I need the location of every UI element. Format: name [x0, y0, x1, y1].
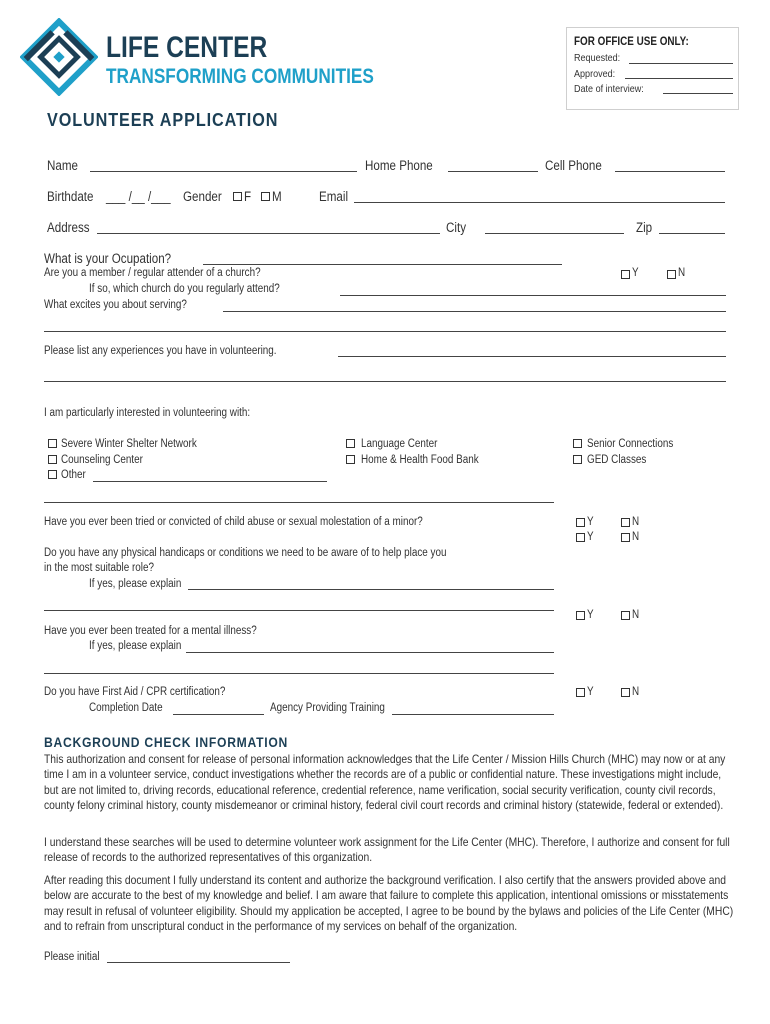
office-approved-label: Approved: — [574, 68, 616, 80]
experiences-label: Please list any experiences you have in volunteering. — [44, 345, 277, 357]
completion-date-field[interactable] — [173, 714, 264, 715]
birthdate-field[interactable]: ___ /__ /___ — [106, 189, 171, 204]
agency-label: Agency Providing Training — [270, 702, 385, 714]
life-center-logo — [20, 18, 98, 96]
abuse-question: Have you ever been tried or convicted of child abuse or sexual molestation of a minor? — [44, 516, 423, 528]
handicap-explain-label: If yes, please explain — [89, 578, 182, 590]
interest-shelter-label: Severe Winter Shelter Network — [61, 438, 197, 450]
first-aid-no-checkbox[interactable] — [621, 688, 630, 697]
excites-field-2[interactable] — [44, 331, 726, 332]
completion-date-label: Completion Date — [89, 702, 163, 714]
which-church-label: If so, which church do you regularly attend? — [89, 283, 280, 295]
interest-other-checkbox[interactable] — [48, 470, 57, 479]
zip-label: Zip — [636, 220, 653, 235]
background-paragraph-3: After reading this document I fully understand its content and authorize the background verification. I also certify that the answers provided above and below are accurate to the best of my knowledge and belief. I am aware that failure to complete this application, intentional omissions or misstatements may result in refusal of volunteer eligibility. Should my application be accepted, I agree to be bound by the bylaws and policies of the Life Center (MHC) and to refrain from unscriptural conduct in the performance of my services on behalf of the organization. — [44, 874, 734, 933]
interest-foodbank-checkbox[interactable] — [346, 455, 355, 464]
mental-explain-field-2[interactable] — [44, 673, 554, 674]
mental-question: Have you ever been treated for a mental illness? — [44, 625, 257, 637]
org-tagline: TRANSFORMING COMMUNITIES — [106, 65, 374, 88]
org-name: LIFE CENTER — [106, 31, 268, 64]
email-label: Email — [319, 189, 349, 204]
interest-ged-checkbox[interactable] — [573, 455, 582, 464]
initial-field[interactable] — [107, 962, 290, 963]
office-requested-label: Requested: — [574, 52, 621, 64]
office-interview-label: Date of interview: — [574, 83, 644, 95]
church-yes-label: Y — [632, 267, 639, 279]
church-member-label: Are you a member / regular attender of a church? — [44, 267, 261, 279]
first-aid-no-label: N — [632, 686, 640, 698]
form-title: VOLUNTEER APPLICATION — [47, 110, 279, 130]
gender-f-checkbox[interactable] — [233, 192, 242, 201]
occupation-field[interactable] — [203, 264, 562, 265]
logo-mark-icon — [20, 18, 98, 96]
handicap-explain-field[interactable] — [188, 589, 554, 590]
abuse-yes-label: Y — [587, 516, 594, 528]
occupation-label: What is your Ocupation? — [44, 251, 172, 266]
interest-foodbank-label: Home & Health Food Bank — [361, 454, 479, 466]
name-field[interactable] — [90, 171, 357, 172]
mental-no-checkbox[interactable] — [621, 611, 630, 620]
gender-f-label: F — [244, 189, 252, 204]
excites-field[interactable] — [223, 311, 726, 312]
abuse-no-label: N — [632, 516, 640, 528]
background-paragraph-1: This authorization and consent for release of personal information acknowledges that the Life Center / Mission Hills Church (MHC) may now or at any time I am in a volunteer service, conduct investigations whether the records are of a public or confidential nature. These investigations might include, but are not limited to, driving records, educational reference, credential reference, name verification, social security verification, county civil records, county felony criminal history, county misdemeanor or criminal history, federal civil court records and criminal history (statewide, federal or extended). — [44, 753, 726, 812]
name-label: Name — [47, 158, 78, 173]
experiences-field-2[interactable] — [44, 381, 726, 382]
address-label: Address — [47, 220, 90, 235]
interest-language-label: Language Center — [361, 438, 438, 450]
office-title: FOR OFFICE USE ONLY: — [574, 36, 689, 48]
interest-counseling-checkbox[interactable] — [48, 455, 57, 464]
handicap-no-label: N — [632, 531, 640, 543]
experiences-field[interactable] — [338, 356, 726, 357]
mental-explain-field[interactable] — [186, 652, 554, 653]
address-field[interactable] — [97, 233, 440, 234]
mental-no-label: N — [632, 609, 640, 621]
mental-explain-label: If yes, please explain — [89, 640, 182, 652]
abuse-yes-checkbox[interactable] — [576, 518, 585, 527]
handicap-question-line2: in the most suitable role? — [44, 562, 154, 574]
first-aid-yes-label: Y — [587, 686, 594, 698]
city-label: City — [446, 220, 466, 235]
gender-m-label: M — [272, 189, 282, 204]
handicap-yes-label: Y — [587, 531, 594, 543]
handicap-explain-field-2[interactable] — [44, 610, 554, 611]
interest-counseling-label: Counseling Center — [61, 454, 143, 466]
cell-phone-label: Cell Phone — [545, 158, 602, 173]
home-phone-label: Home Phone — [365, 158, 433, 173]
first-aid-yes-checkbox[interactable] — [576, 688, 585, 697]
office-approved-field[interactable] — [625, 78, 733, 79]
interest-senior-label: Senior Connections — [587, 438, 674, 450]
birthdate-label: Birthdate — [47, 189, 94, 204]
gender-m-checkbox[interactable] — [261, 192, 270, 201]
interest-language-checkbox[interactable] — [346, 439, 355, 448]
background-paragraph-2: I understand these searches will be used to determine volunteer work assignment for the Life Center (MHC). Therefore, I authorize and consent for full release of records to the authorized representatives of this organization. — [44, 836, 730, 865]
interest-other-field[interactable] — [93, 481, 327, 482]
handicap-question-line1: Do you have any physical handicaps or conditions we need to be aware of to help place you — [44, 547, 447, 559]
background-title: BACKGROUND CHECK INFORMATION — [44, 735, 289, 750]
home-phone-field[interactable] — [448, 171, 538, 172]
initial-label: Please initial — [44, 951, 100, 963]
interests-divider — [44, 502, 554, 503]
gender-label: Gender — [183, 189, 222, 204]
zip-field[interactable] — [659, 233, 725, 234]
office-requested-field[interactable] — [629, 63, 733, 64]
excites-label: What excites you about serving? — [44, 299, 187, 311]
church-no-checkbox[interactable] — [667, 270, 676, 279]
handicap-no-checkbox[interactable] — [621, 533, 630, 542]
church-yes-checkbox[interactable] — [621, 270, 630, 279]
city-field[interactable] — [485, 233, 624, 234]
interest-senior-checkbox[interactable] — [573, 439, 582, 448]
which-church-field[interactable] — [340, 295, 726, 296]
agency-field[interactable] — [392, 714, 554, 715]
abuse-no-checkbox[interactable] — [621, 518, 630, 527]
interest-shelter-checkbox[interactable] — [48, 439, 57, 448]
handicap-yes-checkbox[interactable] — [576, 533, 585, 542]
cell-phone-field[interactable] — [615, 171, 725, 172]
mental-yes-checkbox[interactable] — [576, 611, 585, 620]
office-use-box — [566, 27, 739, 110]
interests-intro: I am particularly interested in volunteering with: — [44, 407, 251, 419]
email-field[interactable] — [354, 202, 725, 203]
mental-yes-label: Y — [587, 609, 594, 621]
first-aid-question: Do you have First Aid / CPR certification? — [44, 686, 226, 698]
interest-other-label: Other — [61, 469, 86, 481]
church-no-label: N — [678, 267, 686, 279]
interest-ged-label: GED Classes — [587, 454, 647, 466]
office-interview-field[interactable] — [663, 93, 733, 94]
